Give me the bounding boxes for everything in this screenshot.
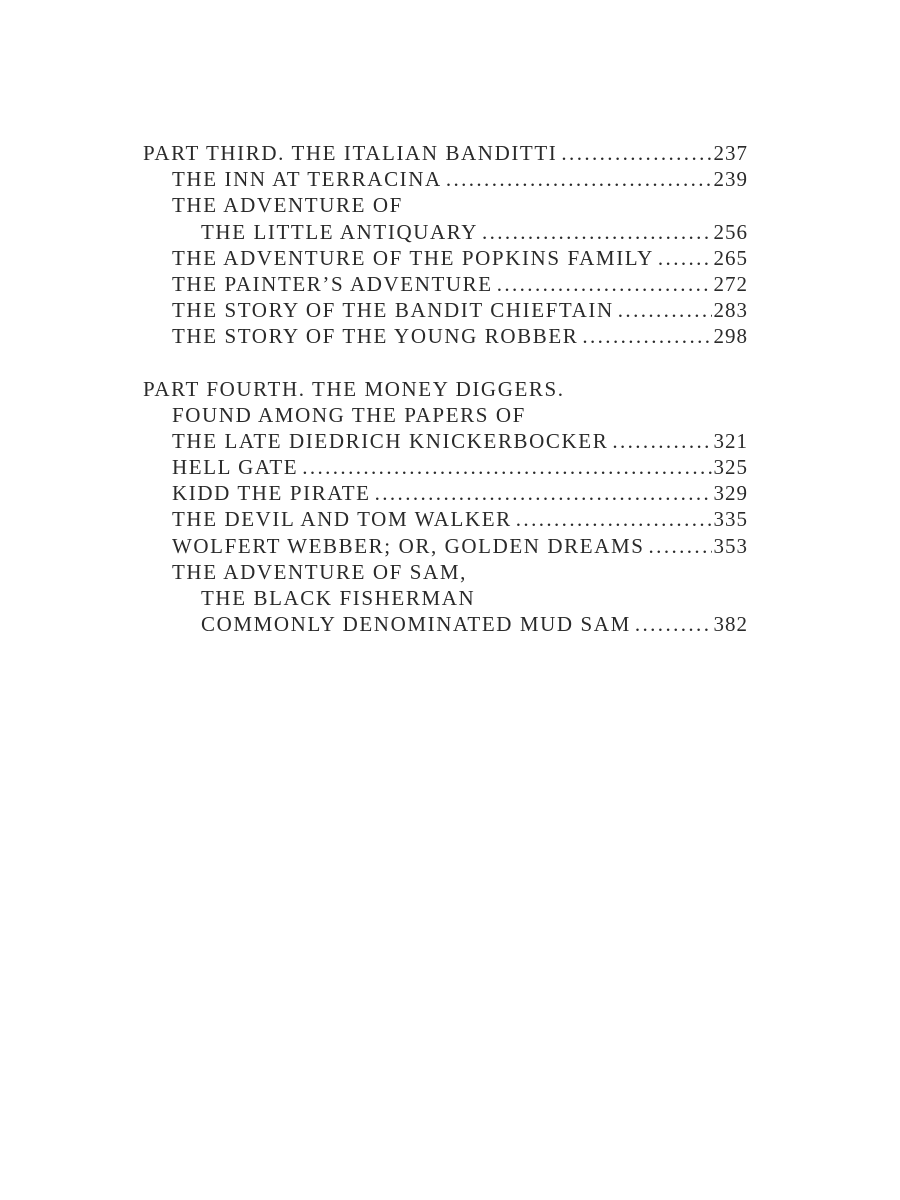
toc-entry-continued — [143, 192, 748, 218]
toc-entry — [143, 166, 748, 192]
toc-page-number: 321 — [713, 428, 748, 453]
toc-entry — [143, 219, 748, 245]
dot-leader — [582, 323, 711, 349]
toc-page-number: 283 — [713, 298, 748, 323]
toc-title: THE LATE DIEDRICH KNICKERBOCKER — [172, 428, 609, 453]
toc-entry — [143, 245, 748, 271]
toc-entry — [143, 297, 748, 323]
toc-page-number: 239 — [713, 167, 748, 192]
toc-entry — [143, 611, 748, 637]
toc-page-number: 335 — [713, 507, 748, 532]
dot-leader — [612, 428, 711, 454]
toc-title: THE DEVIL AND TOM WALKER — [172, 507, 512, 532]
toc-entry — [143, 323, 748, 349]
toc-title: WOLFERT WEBBER; OR, GOLDEN DREAMS — [172, 533, 645, 558]
toc-title: THE STORY OF THE BANDIT CHIEFTAIN — [172, 298, 614, 323]
dot-leader — [375, 480, 712, 506]
toc-page-number: 329 — [713, 481, 748, 506]
toc-title: HELL GATE — [172, 455, 299, 480]
dot-leader — [561, 140, 711, 166]
toc-entry — [143, 533, 748, 559]
toc-title: THE ADVENTURE OF SAM, — [172, 559, 467, 584]
toc-page-number: 272 — [713, 271, 748, 296]
dot-leader — [635, 611, 712, 637]
toc-entry — [143, 506, 748, 532]
toc-entry — [143, 480, 748, 506]
toc-title: THE LITTLE ANTIQUARY — [201, 219, 478, 244]
toc-entry-continued — [143, 559, 748, 585]
toc-title: THE PAINTER’S ADVENTURE — [172, 271, 493, 296]
table-of-contents — [143, 140, 748, 637]
dot-leader — [482, 219, 712, 245]
toc-entry — [143, 428, 748, 454]
dot-leader — [658, 245, 712, 271]
toc-title: THE ADVENTURE OF — [172, 193, 403, 218]
dot-leader — [618, 297, 712, 323]
toc-entry — [143, 271, 748, 297]
toc-title: FOUND AMONG THE PAPERS OF — [172, 402, 526, 427]
toc-page-number: 325 — [713, 455, 748, 480]
toc-page-number: 265 — [713, 245, 748, 270]
toc-page-number: 256 — [713, 219, 748, 244]
toc-page-number: 237 — [713, 141, 748, 165]
toc-entry — [143, 454, 748, 480]
toc-title: THE ADVENTURE OF THE POPKINS FAMILY — [172, 245, 654, 270]
toc-subheading — [143, 402, 748, 428]
dot-leader — [302, 454, 711, 480]
toc-entry-continued — [143, 585, 748, 611]
toc-part-heading — [143, 376, 748, 402]
toc-title: THE BLACK FISHERMAN — [201, 586, 476, 610]
dot-leader — [497, 271, 712, 297]
toc-title: PART THIRD. THE ITALIAN BANDITTI — [143, 141, 558, 165]
toc-title: PART FOURTH. THE MONEY DIGGERS. — [143, 376, 565, 401]
toc-title: KIDD THE PIRATE — [172, 481, 371, 506]
dot-leader — [446, 166, 712, 192]
section-gap — [143, 350, 748, 376]
toc-page-number: 298 — [713, 324, 748, 349]
dot-leader — [649, 533, 712, 559]
toc-part-heading — [143, 140, 748, 166]
toc-page-number: 382 — [713, 612, 748, 637]
toc-title: THE INN AT TERRACINA — [172, 167, 442, 192]
toc-title: THE STORY OF THE YOUNG ROBBER — [172, 324, 579, 349]
dot-leader — [516, 506, 712, 532]
toc-title: COMMONLY DENOMINATED MUD SAM — [201, 612, 631, 637]
toc-page-number: 353 — [713, 533, 748, 558]
